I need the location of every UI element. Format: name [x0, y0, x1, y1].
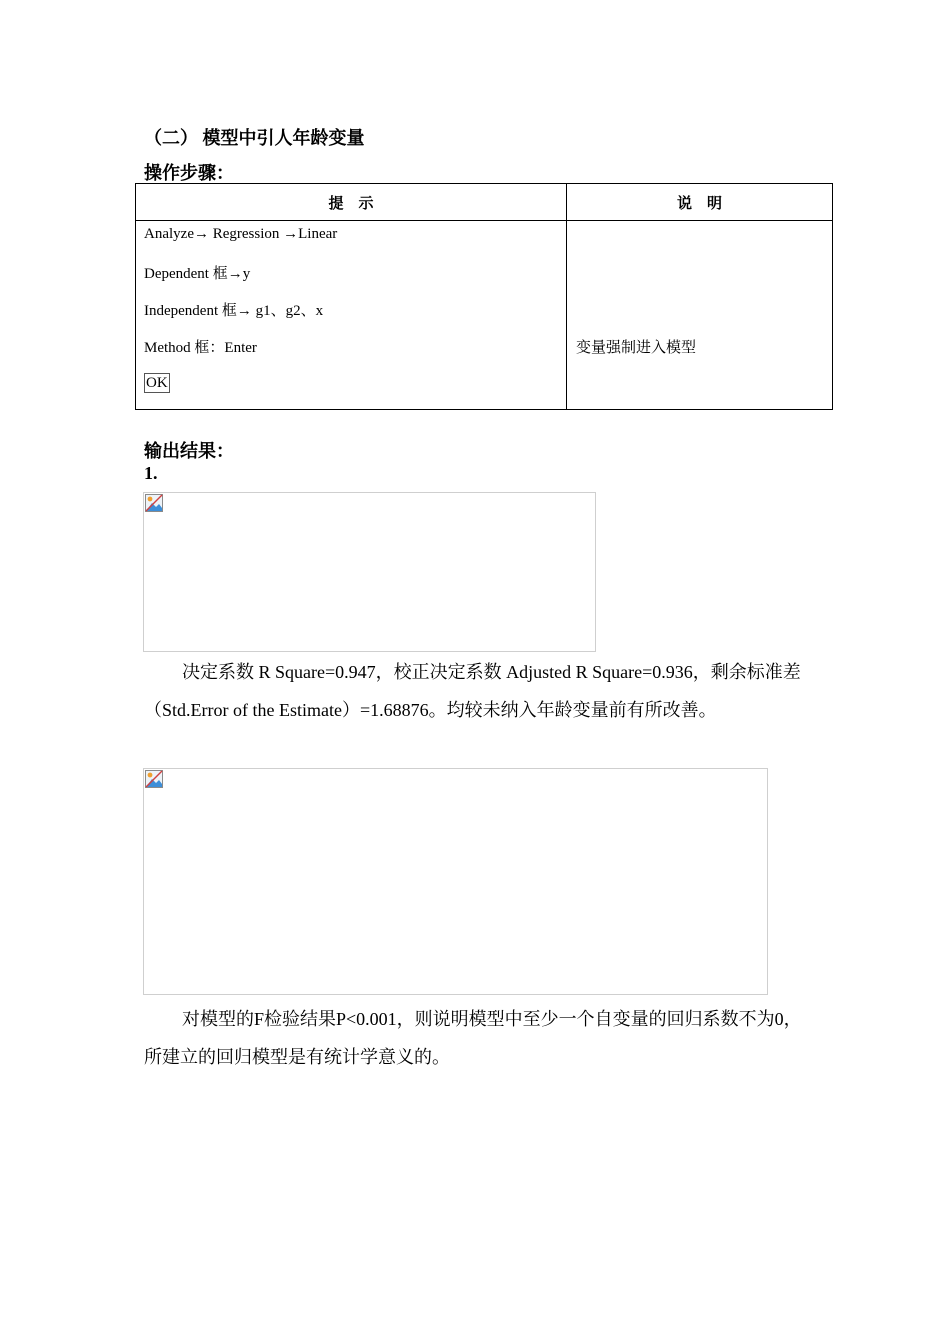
steps-cell	[136, 221, 567, 410]
table-header-row	[136, 184, 833, 221]
section-title: （二） 模型中引人年龄变量	[144, 128, 365, 148]
step-method: Method 框：Enter	[144, 340, 257, 356]
item-number: 1.	[144, 463, 158, 483]
note-text: 变量强制进入模型	[576, 340, 697, 356]
output-label: 输出结果：	[144, 441, 234, 461]
paragraph-f-test	[144, 1000, 804, 1076]
step-independent: Independent 框→ g1、g2、x	[144, 303, 324, 319]
step-dependent: Dependent 框→y	[144, 266, 251, 282]
paragraph-r-square	[144, 653, 814, 729]
broken-image-icon	[145, 770, 163, 788]
output-image-anova	[143, 768, 768, 995]
notes-cell	[567, 221, 833, 410]
ok-button[interactable]: OK	[146, 375, 168, 391]
paragraph-r-square-text: 决定系数 R Square=0.947，校正决定系数 Adjusted R Square=0.936，剩余标准差（Std.Error of the Estimate）=1.68876。均较未纳入年龄变量前有所改善。	[144, 662, 801, 720]
header-hint: 提 示	[136, 184, 567, 221]
steps-label: 操作步骤：	[144, 163, 234, 183]
paragraph-f-test-text: 对模型的F检验结果P<0.001，则说明模型中至少一个自变量的回归系数不为0，所建立的回归模型是有统计学意义的。	[144, 1009, 802, 1067]
broken-image-icon	[145, 494, 163, 512]
header-explanation: 说 明	[567, 184, 833, 221]
steps-table	[135, 183, 833, 410]
step-analyze: Analyze→ Regression →Linear	[144, 226, 338, 242]
output-image-model-summary	[143, 492, 596, 652]
table-row	[136, 221, 833, 410]
